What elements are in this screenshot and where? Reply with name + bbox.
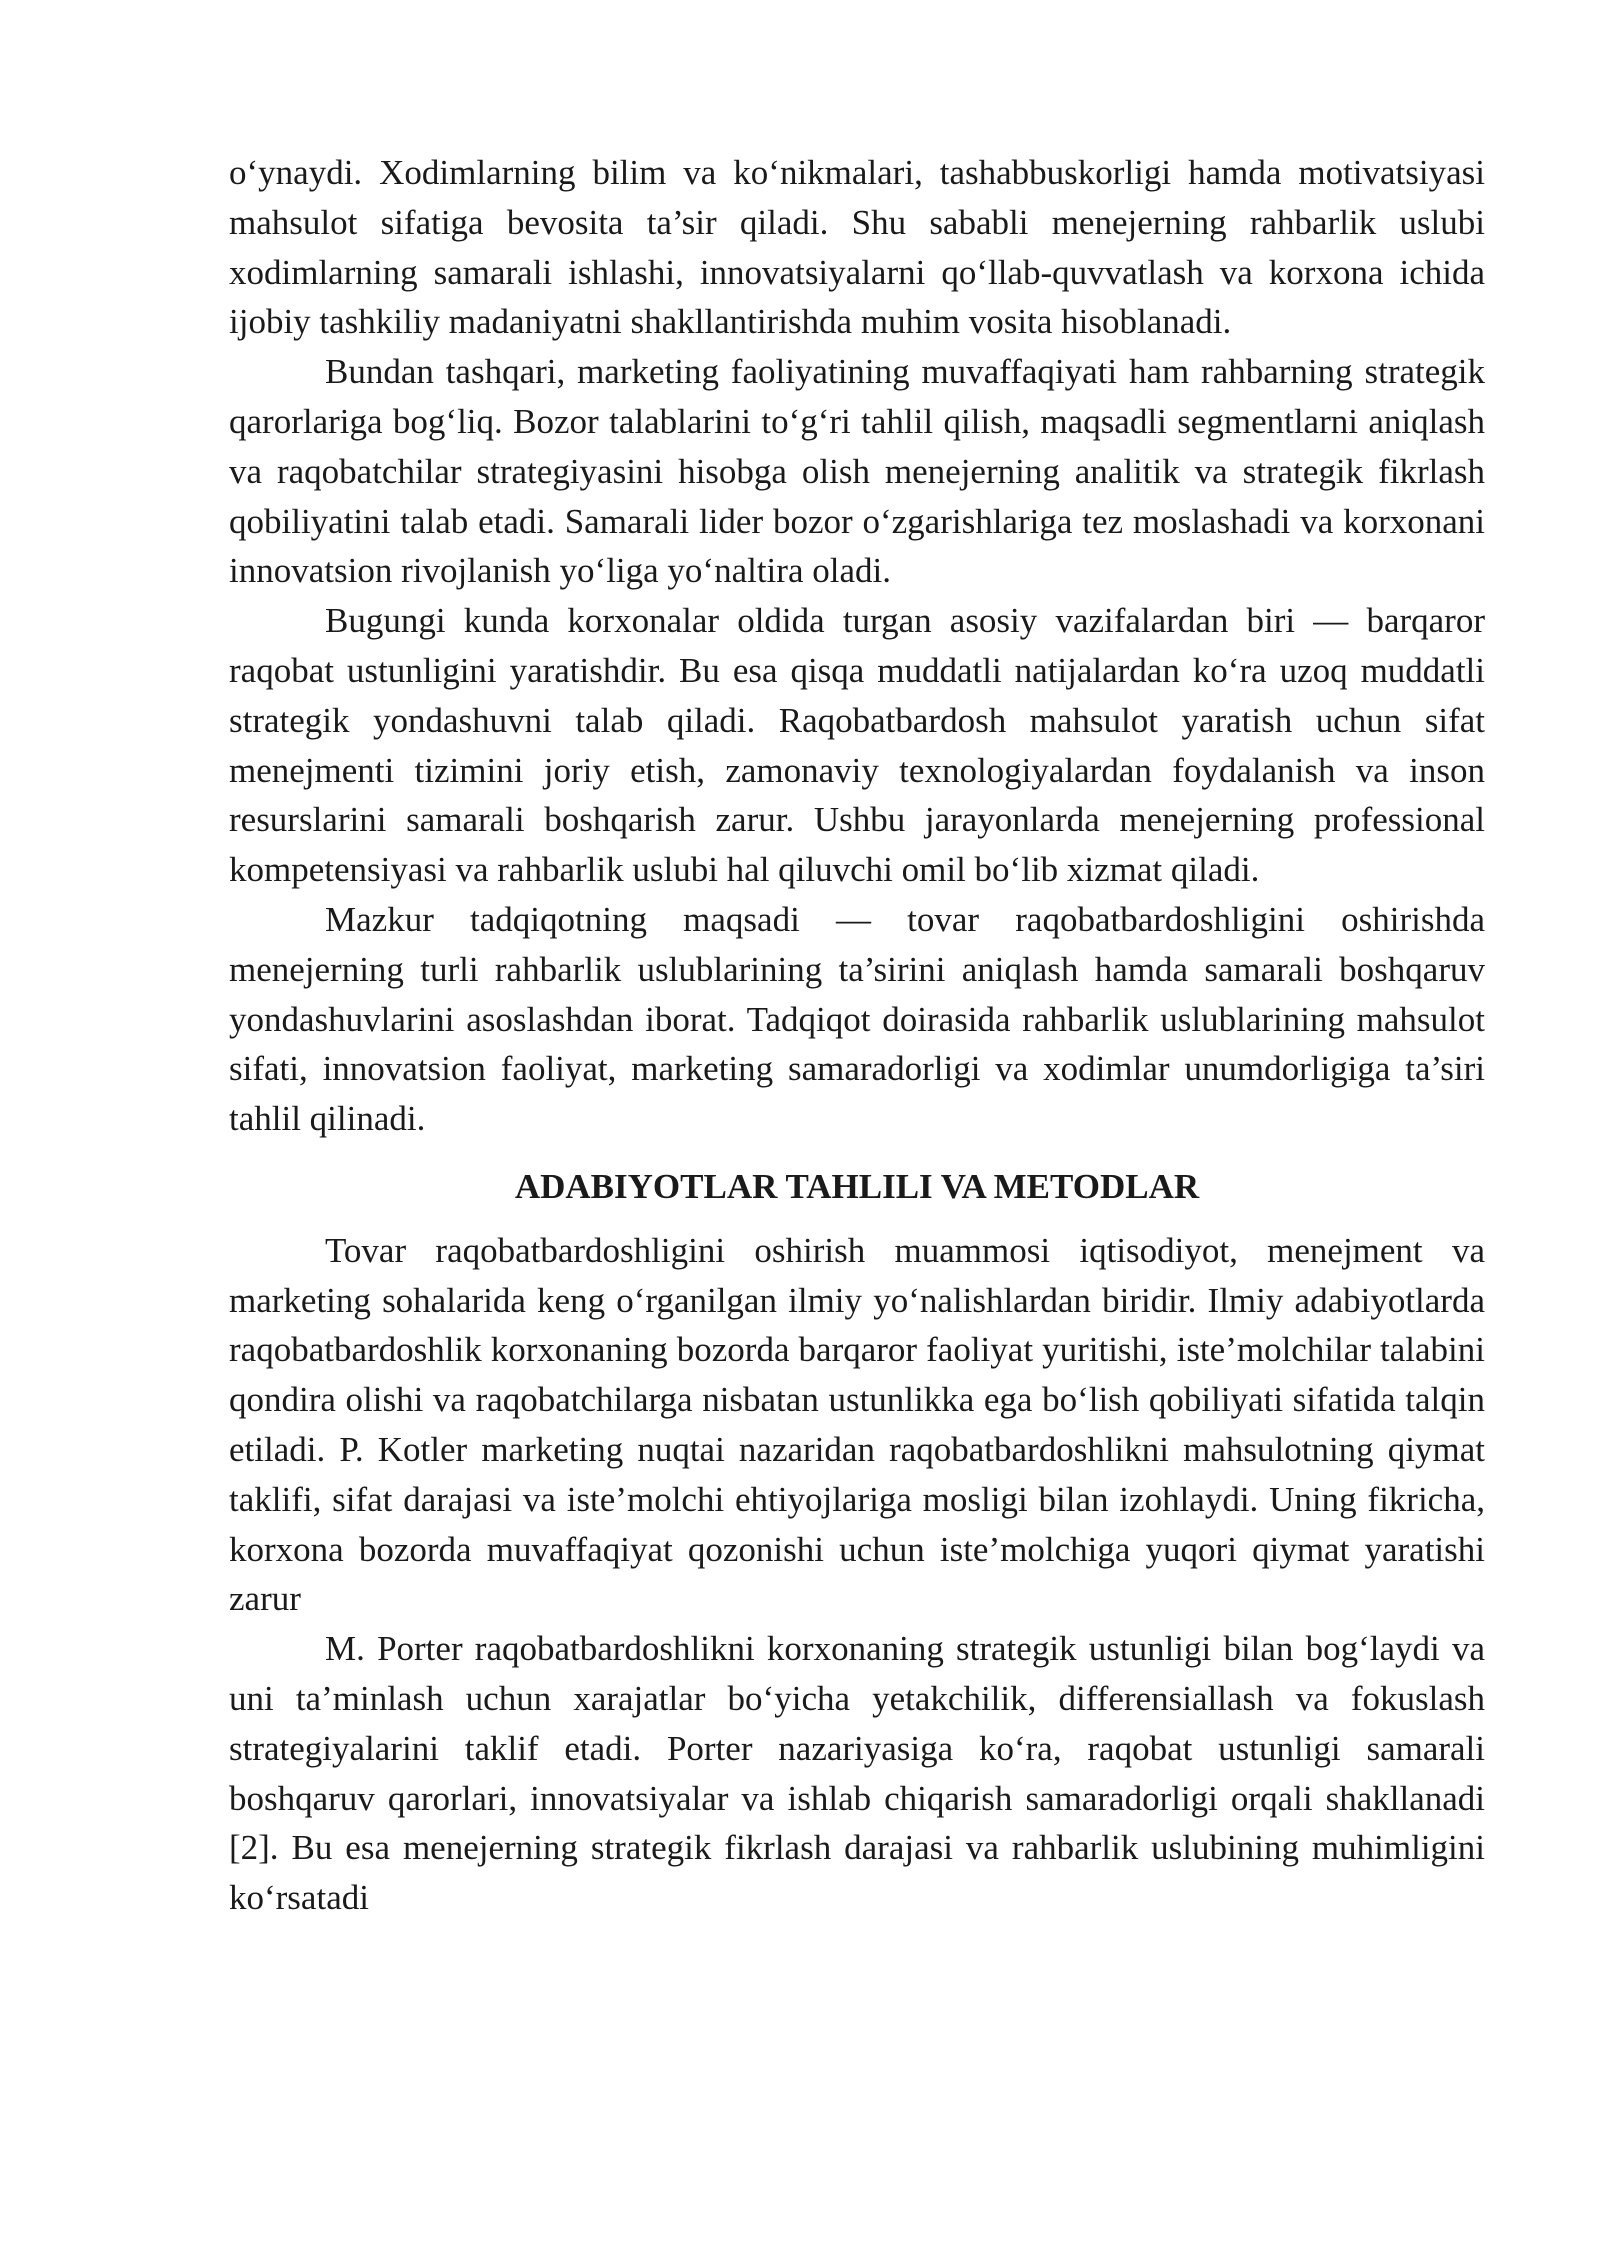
paragraph-research-goal: Mazkur tadqiqotning maqsadi — tovar raqobatbardoshligini oshirishda menejerning turli rahbarlik uslublarining ta’sirini aniqlash hamda samarali boshqaruv yondashuvlarini asoslashdan iborat. Tadqiqot doirasida rahbarlik uslublarining mahsulot sifati, innovatsion faoliyat, marketing samaradorligi va xodimlar unumdorligiga ta’siri tahlil qilinadi.	[229, 899, 1485, 1139]
paragraph-literature-porter: M. Porter raqobatbardoshlikni korxonaning strategik ustunligi bilan bog‘laydi va uni ta’minlash uchun xarajatlar bo‘yicha yetakchilik, differensiallash va fokuslash strategiyalarini taklif etadi. Porter nazariyasiga ko‘ra, raqobat ustunligi samarali boshqaruv qarorlari, innovatsiyalar va ishlab chiqarish samaradorligi orqali shakllanadi [2]. Bu esa menejerning strategik fikrlash darajasi va rahbarlik uslubining muhimligini ko‘rsatadi	[229, 1629, 1485, 1918]
section-heading: ADABIYOTLAR TAHLILI VA METODLAR	[514, 1166, 1200, 1206]
paragraph-literature-kotler: Tovar raqobatbardoshligini oshirish muammosi iqtisodiyot, menejment va marketing sohalarida keng o‘rganilgan ilmiy yo‘nalishlardan biridir. Ilmiy adabiyotlarda raqobatbardoshlik korxonaning bozorda barqaror faoliyat yuritishi, iste’molchilar talabini qondira olishi va raqobatchilarga nisbatan ustunlikka ega bo‘lish qobiliyati sifatida talqin etiladi. P. Kotler marketing nuqtai nazaridan raqobatbardoshlikni mahsulotning qiymat taklifi, sifat darajasi va iste’molchi ehtiyojlariga mosligi bilan izohlaydi. Uning fikricha, korxona bozorda muvaffaqiyat qozonishi uchun iste’molchiga yuqori qiymat yaratishi zarur	[229, 1230, 1485, 1619]
paragraph-competitive-advantage: Bugungi kunda korxonalar oldida turgan asosiy vazifalardan biri — barqaror raqobat ustunligini yaratishdir. Bu esa qisqa muddatli natijalardan ko‘ra uzoq muddatli strategik yondashuvni talab qiladi. Raqobatbardosh mahsulot yaratish uchun sifat menejmenti tizimini joriy etish, zamonaviy texnologiyalardan foydalanish va inson resurslarini samarali boshqarish zarur. Ushbu jarayonlarda menejerning professional kompetensiyasi va rahbarlik uslubi hal qiluvchi omil bo‘lib xizmat qiladi.	[229, 601, 1485, 890]
document-page	[229, 148, 1485, 1923]
paragraph-continuation: o‘ynaydi. Xodimlarning bilim va ko‘nikmalari, tashabbuskorligi hamda motivatsiyasi mahsulot sifatiga bevosita ta’sir qiladi. Shu sababli menejerning rahbarlik uslubi xodimlarning samarali ishlashi, innovatsiyalarni qo‘llab-quvvatlash va korxona ichida ijobiy tashkiliy madaniyatni shakllantirishda muhim vosita hisoblanadi.	[229, 153, 1485, 342]
paragraph-marketing-strategy: Bundan tashqari, marketing faoliyatining muvaffaqiyati ham rahbarning strategik qarorlariga bog‘liq. Bozor talablarini to‘g‘ri tahlil qilish, maqsadli segmentlarni aniqlash va raqobatchilar strategiyasini hisobga olish menejerning analitik va strategik fikrlash qobiliyatini talab etadi. Samarali lider bozor o‘zgarishlariga tez moslashadi va korxonani innovatsion rivojlanish yo‘liga yo‘naltira oladi.	[229, 352, 1485, 591]
